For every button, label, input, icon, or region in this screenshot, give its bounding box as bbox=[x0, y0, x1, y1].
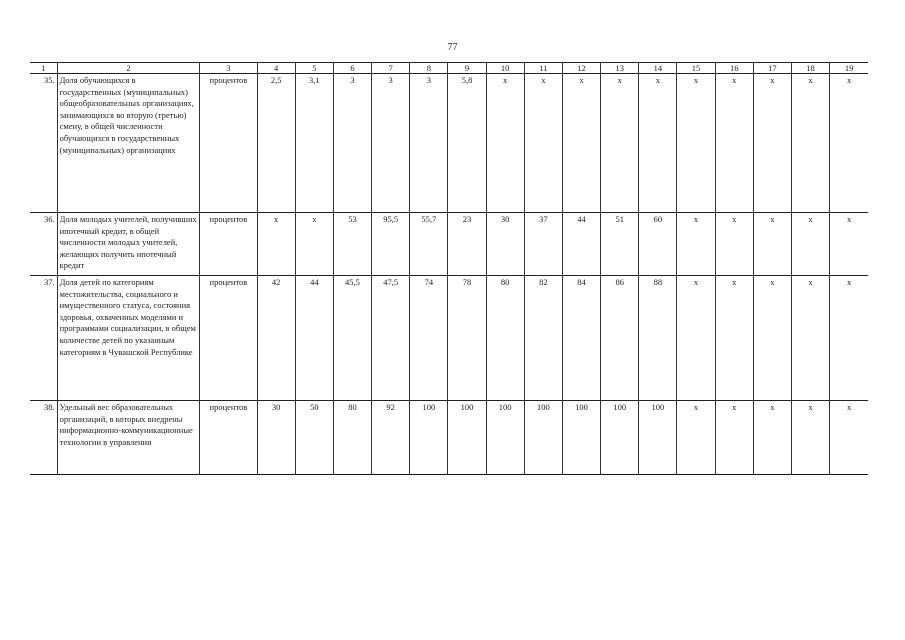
value-cell: 3 bbox=[410, 74, 448, 213]
value-cell: х bbox=[524, 74, 562, 213]
value-cell: 44 bbox=[295, 276, 333, 401]
value-cell: х bbox=[830, 74, 868, 213]
value-cell: 3 bbox=[333, 74, 371, 213]
value-cell: 37 bbox=[524, 213, 562, 276]
value-cell: 100 bbox=[410, 401, 448, 475]
value-cell: х bbox=[830, 213, 868, 276]
value-cell: 100 bbox=[639, 401, 677, 475]
value-cell: 30 bbox=[257, 401, 295, 475]
value-cell: х bbox=[601, 74, 639, 213]
value-cell: 44 bbox=[562, 213, 600, 276]
value-cell: х bbox=[753, 74, 791, 213]
value-cell: х bbox=[639, 74, 677, 213]
value-cell: 100 bbox=[524, 401, 562, 475]
value-cell: х bbox=[830, 401, 868, 475]
value-cell: 30 bbox=[486, 213, 524, 276]
indicator-name-text: Доля молодых учителей, получивших ипотечный кредит, в общей численности молодых учителей, желающих получить ипотечный кредит bbox=[59, 214, 197, 271]
table-row bbox=[30, 213, 868, 276]
column-header-18: 18 bbox=[791, 63, 829, 74]
column-header-7: 7 bbox=[372, 63, 410, 74]
row-number: 38. bbox=[30, 401, 57, 475]
value-cell: 78 bbox=[448, 276, 486, 401]
value-cell: 60 bbox=[639, 213, 677, 276]
value-cell: х bbox=[257, 213, 295, 276]
value-cell: 100 bbox=[562, 401, 600, 475]
column-header-16: 16 bbox=[715, 63, 753, 74]
value-cell: 51 bbox=[601, 213, 639, 276]
value-cell: х bbox=[715, 401, 753, 475]
column-header-6: 6 bbox=[333, 63, 371, 74]
column-header-13: 13 bbox=[601, 63, 639, 74]
value-cell: 100 bbox=[448, 401, 486, 475]
value-cell: 45,5 bbox=[333, 276, 371, 401]
indicator-name bbox=[57, 213, 200, 276]
unit-cell: процентов bbox=[200, 213, 257, 276]
value-cell: 5,8 bbox=[448, 74, 486, 213]
value-cell: х bbox=[791, 74, 829, 213]
value-cell: х bbox=[677, 213, 715, 276]
value-cell: 100 bbox=[486, 401, 524, 475]
value-cell: 80 bbox=[333, 401, 371, 475]
unit-cell: процентов bbox=[200, 74, 257, 213]
table-header bbox=[30, 63, 868, 74]
column-header-4: 4 bbox=[257, 63, 295, 74]
table-row bbox=[30, 401, 868, 475]
column-header-1: 1 bbox=[30, 63, 57, 74]
value-cell: х bbox=[753, 401, 791, 475]
value-cell: х bbox=[753, 276, 791, 401]
column-header-15: 15 bbox=[677, 63, 715, 74]
column-header-5: 5 bbox=[295, 63, 333, 74]
indicator-name bbox=[57, 401, 200, 475]
indicator-name-text: Доля обучающихся в государственных (муниципальных) общеобразовательных организациях, занимающихся во вторую (третью) смену, в общей численности обучающихся в государственных (муниципальных) организациях bbox=[59, 75, 194, 155]
value-cell: 95,5 bbox=[372, 213, 410, 276]
value-cell: 80 bbox=[486, 276, 524, 401]
value-cell: х bbox=[791, 213, 829, 276]
column-header-11: 11 bbox=[524, 63, 562, 74]
column-header-10: 10 bbox=[486, 63, 524, 74]
value-cell: 55,7 bbox=[410, 213, 448, 276]
indicator-table bbox=[30, 62, 868, 475]
column-header-2: 2 bbox=[57, 63, 200, 74]
value-cell: 82 bbox=[524, 276, 562, 401]
value-cell: х bbox=[791, 276, 829, 401]
value-cell: 84 bbox=[562, 276, 600, 401]
column-header-8: 8 bbox=[410, 63, 448, 74]
unit-cell: процентов bbox=[200, 276, 257, 401]
value-cell: 86 bbox=[601, 276, 639, 401]
value-cell: х bbox=[486, 74, 524, 213]
value-cell: х bbox=[791, 401, 829, 475]
column-header-14: 14 bbox=[639, 63, 677, 74]
indicator-name-text: Удельный вес образовательных организаций, в которых внедрены информационно-коммуникационные технологии в управлении bbox=[59, 402, 193, 447]
table-row bbox=[30, 276, 868, 401]
value-cell: 88 bbox=[639, 276, 677, 401]
value-cell: 3 bbox=[372, 74, 410, 213]
column-header-12: 12 bbox=[562, 63, 600, 74]
value-cell: 74 bbox=[410, 276, 448, 401]
indicator-name-text: Доля детей по категориям местожительства, социального и имущественного статуса, состояния здоровья, охваченных моделями и программами социализации, в общем количестве детей по указанным категориям в Чувашской Республике bbox=[59, 277, 196, 357]
column-header-9: 9 bbox=[448, 63, 486, 74]
row-number: 37. bbox=[30, 276, 57, 401]
page-number: 77 bbox=[447, 42, 458, 53]
value-cell: 50 bbox=[295, 401, 333, 475]
column-header-3: 3 bbox=[200, 63, 257, 74]
value-cell: 47,5 bbox=[372, 276, 410, 401]
table-row bbox=[30, 74, 868, 213]
value-cell: 23 bbox=[448, 213, 486, 276]
header-row bbox=[30, 63, 868, 74]
unit-cell: процентов bbox=[200, 401, 257, 475]
indicator-name bbox=[57, 276, 200, 401]
column-header-17: 17 bbox=[753, 63, 791, 74]
value-cell: х bbox=[677, 276, 715, 401]
value-cell: 2,5 bbox=[257, 74, 295, 213]
value-cell: 100 bbox=[601, 401, 639, 475]
value-cell: х bbox=[677, 401, 715, 475]
value-cell: 53 bbox=[333, 213, 371, 276]
value-cell: х bbox=[715, 74, 753, 213]
value-cell: х bbox=[715, 276, 753, 401]
value-cell: х bbox=[830, 276, 868, 401]
value-cell: х bbox=[562, 74, 600, 213]
value-cell: х bbox=[753, 213, 791, 276]
row-number: 35. bbox=[30, 74, 57, 213]
value-cell: 92 bbox=[372, 401, 410, 475]
table-body bbox=[30, 74, 868, 475]
value-cell: 3,1 bbox=[295, 74, 333, 213]
value-cell: 42 bbox=[257, 276, 295, 401]
value-cell: х bbox=[295, 213, 333, 276]
indicator-name bbox=[57, 74, 200, 213]
value-cell: х bbox=[715, 213, 753, 276]
row-number: 36. bbox=[30, 213, 57, 276]
column-header-19: 19 bbox=[830, 63, 868, 74]
value-cell: х bbox=[677, 74, 715, 213]
